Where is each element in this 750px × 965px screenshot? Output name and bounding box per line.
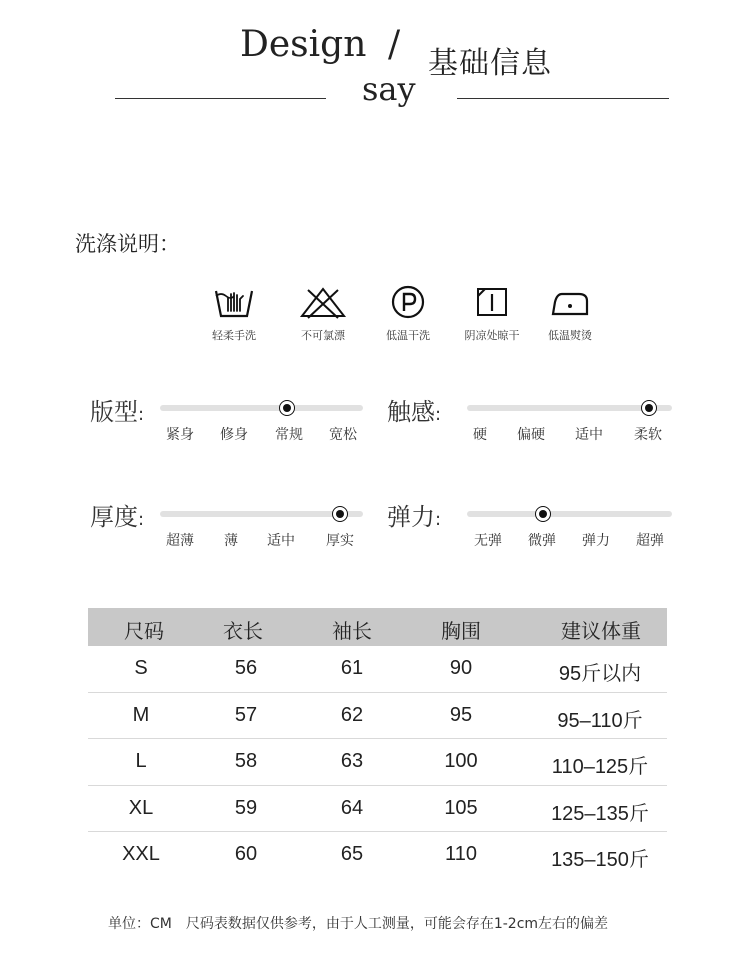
table-header-cell: 衣长 <box>223 619 263 643</box>
table-row <box>88 832 667 878</box>
attr-colon: : <box>435 509 442 530</box>
attr-label: 厚度 <box>90 503 138 531</box>
shade-dry-icon <box>474 285 510 319</box>
table-header-cell: 胸围 <box>441 619 481 643</box>
attr-fit-selected-dot <box>279 400 295 416</box>
header-design-text: Design <box>240 24 367 65</box>
table-cell: M <box>132 703 150 726</box>
attr-label: 弹力 <box>387 503 435 531</box>
attr-elasticity-track <box>467 511 672 517</box>
wash-item-label: 轻柔手洗 <box>212 329 256 342</box>
table-cell: 62 <box>340 703 364 726</box>
table-row <box>88 786 667 833</box>
header-divider-right <box>457 98 669 99</box>
attr-thickness-selected-dot <box>332 506 348 522</box>
table-cell: 60 <box>234 843 258 865</box>
table-row <box>88 739 667 786</box>
attr-touch-option: 偏硬 <box>517 427 545 443</box>
wash-item-no-bleach <box>283 285 363 343</box>
table-header-cell: 建议体重 <box>561 619 641 643</box>
table-cell: 110–125斤 <box>551 756 649 778</box>
wash-item-dry-clean <box>368 285 448 343</box>
table-cell: XXL <box>122 843 160 865</box>
header-say-text: say <box>362 70 416 108</box>
attr-elasticity-option: 无弹 <box>474 533 502 549</box>
attr-fit-option: 常规 <box>275 427 303 443</box>
table-cell: 65 <box>340 843 364 865</box>
attr-touch-option: 适中 <box>575 427 603 443</box>
attr-elasticity-option: 超弹 <box>636 533 664 549</box>
attr-fit <box>90 392 144 427</box>
wash-item-hand-wash <box>194 285 274 343</box>
attr-thickness-option: 薄 <box>224 533 238 549</box>
size-table-header <box>88 608 667 646</box>
attr-thickness-option: 超薄 <box>166 533 194 549</box>
table-cell: 95–110斤 <box>557 709 643 732</box>
table-cell: 110 <box>445 843 477 865</box>
table-cell: S <box>134 657 148 679</box>
attr-colon: : <box>138 404 145 425</box>
header-divider-left <box>115 98 326 99</box>
attr-colon: : <box>138 509 145 530</box>
table-row <box>88 693 667 740</box>
table-cell: 95斤以内 <box>558 663 642 685</box>
attr-thickness-option: 适中 <box>267 533 295 549</box>
table-cell: 61 <box>340 657 364 679</box>
table-cell: 125–135斤 <box>551 802 649 825</box>
attr-elasticity-option: 弹力 <box>582 533 610 549</box>
attr-thickness-option: 厚实 <box>326 533 354 549</box>
table-cell: 58 <box>234 750 258 772</box>
table-row <box>88 646 667 693</box>
wash-item-label: 低温干洗 <box>386 329 430 342</box>
hand-wash-icon <box>212 285 256 319</box>
attr-touch <box>387 392 441 427</box>
attr-touch-option: 柔软 <box>634 427 662 443</box>
table-cell: 56 <box>234 657 258 679</box>
attr-label: 触感 <box>387 398 435 426</box>
attr-elasticity-option: 微弹 <box>528 533 556 549</box>
table-cell: L <box>135 750 147 772</box>
wash-instructions-title: 洗涤说明： <box>75 232 180 256</box>
table-header-cell: 尺码 <box>124 619 164 643</box>
wash-item-label: 阴凉处晾干 <box>464 329 520 342</box>
wash-icons-row <box>200 285 600 355</box>
size-table <box>88 608 667 878</box>
attr-label: 版型 <box>90 398 138 426</box>
attr-colon: : <box>435 404 442 425</box>
attr-fit-option: 修身 <box>220 427 248 443</box>
dry-clean-p-icon <box>390 285 426 319</box>
low-iron-icon <box>548 285 592 319</box>
table-cell: 95 <box>449 703 473 726</box>
attr-thickness <box>90 497 144 532</box>
table-cell: 135–150斤 <box>551 849 649 871</box>
table-cell: 59 <box>234 796 258 819</box>
attr-fit-track <box>160 405 363 411</box>
attr-elasticity <box>387 497 441 532</box>
table-cell: 100 <box>444 750 478 772</box>
attr-touch-selected-dot <box>641 400 657 416</box>
no-bleach-icon <box>294 285 352 319</box>
attr-elasticity-selected-dot <box>535 506 551 522</box>
attr-touch-option: 硬 <box>473 427 487 443</box>
table-header-cell: 袖长 <box>332 619 372 643</box>
header-slash: / <box>388 24 401 65</box>
table-cell: 64 <box>340 796 364 819</box>
table-cell: 63 <box>340 750 364 772</box>
table-cell: XL <box>128 796 154 819</box>
attr-fit-option: 宽松 <box>329 427 357 443</box>
wash-item-label: 不可氯漂 <box>301 329 345 342</box>
wash-item-label: 低温熨烫 <box>548 329 592 342</box>
attr-fit-option: 紧身 <box>166 427 194 443</box>
size-footnote: 单位：CM 尺码表数据仅供参考，由于人工测量，可能会存在1-2cm左右的偏差 <box>108 916 609 932</box>
table-cell: 90 <box>449 657 473 679</box>
page-title: 基础信息 <box>428 46 552 81</box>
table-cell: 105 <box>444 796 478 819</box>
table-cell: 57 <box>234 703 258 726</box>
wash-item-shade-dry <box>452 285 532 343</box>
wash-item-low-iron <box>530 285 610 343</box>
